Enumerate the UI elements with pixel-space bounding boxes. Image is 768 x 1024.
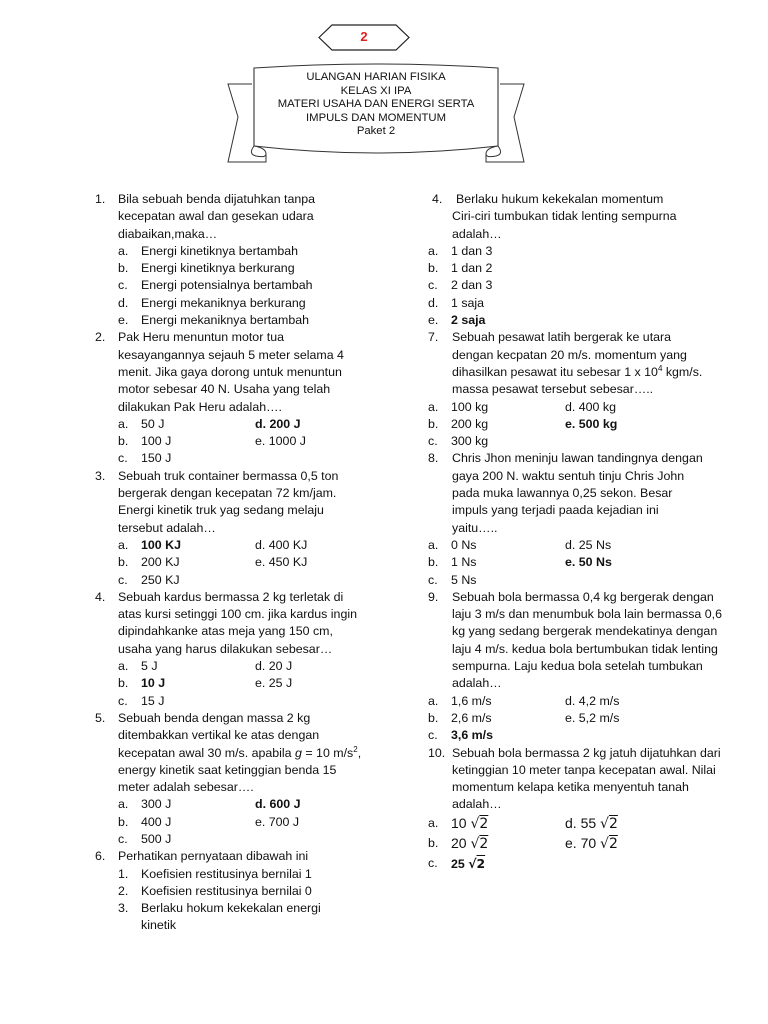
- title-banner: [226, 62, 526, 170]
- options-grid: [118, 416, 425, 468]
- option-d: d. 200 J: [255, 416, 301, 431]
- option: c. Energi potensialnya bertambah: [118, 278, 313, 293]
- question-6: [95, 848, 366, 865]
- option-b: b. 400 J: [118, 814, 172, 829]
- question-4: [95, 589, 366, 658]
- option-c: c. 500 J: [118, 831, 172, 846]
- option-d: d. 4,2 m/s: [565, 693, 620, 708]
- option-b: b. 2,6 m/s: [428, 710, 492, 725]
- right-column: [428, 191, 722, 874]
- option-e: e. 70 √2: [565, 834, 618, 852]
- question-number: 10.: [428, 745, 446, 760]
- option-e: e. 700 J: [255, 814, 300, 829]
- option-d: d. 600 J: [255, 797, 301, 812]
- option: b. 1 dan 2: [428, 261, 493, 276]
- banner-line-3: MATERI USAHA DAN ENERGI SERTA: [277, 98, 475, 111]
- option-d: d. 400 KJ: [255, 537, 308, 552]
- options-grid: [428, 814, 708, 874]
- question-text: Sebuah kardus bermassa 2 kg terletak di atas kursi setinggi 100 cm. jika kardus ingin dipindahkanke atas meja yang 150 cm, usaha yang harus dilakukan sebesar…: [118, 589, 357, 656]
- statement: 1. Koefisien restitusinya bernilai 1: [118, 866, 312, 881]
- page-number: 2: [360, 29, 368, 44]
- option-d: d. 20 J: [255, 659, 293, 674]
- options-grid: [428, 399, 708, 451]
- option-b: b. 100 J: [118, 434, 172, 449]
- question-number: 1.: [95, 192, 106, 206]
- option-b: b. 200 kg: [428, 416, 489, 431]
- question-number: 3.: [95, 468, 106, 483]
- option-c: c. 5 Ns: [428, 572, 477, 587]
- option-e: e. 1000 J: [255, 434, 306, 449]
- option-c: c. 25 √2: [428, 855, 486, 871]
- question-6-prompt: Ciri-ciri tumbukan tidak lenting sempurna adalah…: [452, 209, 677, 241]
- question-text: Sebuah bola bermassa 2 kg jatuh dijatuhkan dari ketinggian 10 meter tanpa kecepatan awal. Nilai momentum kelapa ketika menyentuh tanah adalah…: [452, 745, 721, 812]
- left-column: [95, 191, 425, 935]
- option-a: a. 1,6 m/s: [428, 693, 492, 708]
- option-e: e. 450 KJ: [255, 555, 308, 570]
- option-a: a. 100 kg: [428, 399, 489, 414]
- option-e: e. 500 kg: [565, 416, 618, 431]
- statement: 3. Berlaku hokum kekekalan energi kinetik: [118, 901, 321, 933]
- question-number: 7.: [428, 330, 439, 345]
- option-d: d. 25 Ns: [565, 537, 612, 552]
- question-3: [95, 468, 370, 537]
- option-c: c. 250 KJ: [118, 572, 180, 587]
- question-9: [428, 589, 724, 693]
- question-number: 8.: [428, 451, 439, 466]
- statement: 2. Koefisien restitusinya bernilai 0: [118, 883, 312, 898]
- question-text: Sebuah benda dengan massa 2 kg ditembakkan vertikal ke atas dengan kecepatan awal 30 m/s. apabila g = 10 $m/s^2$, energy kinetik saat ketinggian benda 15 meter adalah sebesar….: [118, 710, 362, 795]
- option-b: b. 10 J: [118, 676, 166, 691]
- question-text: Chris Jhon meninju lawan tandingnya dengan gaya 200 N. waktu sentuh tinju Chris John pada muka lawannya 0,25 sekon. Besar impuls yang terjadi paada kejadian ini yaitu…..: [452, 451, 703, 535]
- question-number: 5.: [95, 710, 106, 725]
- question-2: [95, 329, 366, 415]
- question-7: [428, 329, 704, 398]
- option: e. 2 saja: [428, 313, 486, 328]
- option-d: d. 400 kg: [565, 399, 616, 414]
- options-grid: [118, 658, 425, 710]
- option: b. Energi kinetiknya berkurang: [118, 261, 295, 276]
- question-text: Pak Heru menuntun motor tua kesayangannya sejauh 5 meter selama 4 menit. Jika gaya dorong untuk menuntun motor sebesar 40 N. Usaha yang telah dilakukan Pak Heru adalah….: [118, 330, 344, 414]
- option-a: a. 0 Ns: [428, 537, 477, 552]
- option: e. Energi mekaniknya bertambah: [118, 313, 310, 328]
- page-number-badge: [318, 24, 410, 51]
- option-a: a. 5 J: [118, 659, 158, 674]
- options-grid: [118, 796, 425, 848]
- question-text: Sebuah bola bermassa 0,4 kg bergerak dengan laju 3 m/s dan menumbuk bola lain bermassa 0,6 kg yang sedang bergerak mendekatinya dengan laju 4 m/s. kedua bola bertumbukan tidak lenting sempurna. Laju kedua bola setelah tumbukan adalah…: [452, 589, 722, 691]
- question-10: [428, 745, 722, 814]
- banner-line-5: Paket 2: [356, 125, 396, 138]
- question-text: Sebuah pesawat latih bergerak ke utara dengan kecpatan 20 m/s. momentum yang dihasilkan pesawat itu sebesar 1 x $10^4$ kgm/s. massa pesawat tersebut sebesar…..: [452, 330, 703, 397]
- banner-line-1: ULANGAN HARIAN FISIKA: [306, 71, 446, 83]
- banner-text: [254, 71, 498, 139]
- question-number: 4.: [95, 589, 106, 604]
- question-text: Perhatikan pernyataan dibawah ini: [118, 849, 309, 864]
- option-e: e. 50 Ns: [565, 555, 612, 570]
- options-grid: [428, 693, 708, 745]
- options-grid: [428, 537, 708, 589]
- banner-line-2: KELAS XI IPA: [340, 84, 412, 97]
- option: d. Energi mekaniknya berkurang: [118, 295, 306, 310]
- option-a: a. 10 √2: [428, 814, 489, 832]
- options-grid: [118, 537, 425, 589]
- option-d: d. 55 √2: [565, 814, 618, 832]
- question-text: Bila sebuah benda dijatuhkan tanpa kecepatan awal dan gesekan udara diabaikan,maka…: [118, 192, 316, 241]
- question-1: [95, 191, 348, 243]
- option: d. 1 saja: [428, 295, 485, 310]
- option: a. 1 dan 3: [428, 243, 493, 258]
- option-b: b. 20 √2: [428, 834, 489, 852]
- question-8: [428, 450, 704, 536]
- option-a: a. 300 J: [118, 797, 172, 812]
- question-number: 2.: [95, 330, 106, 345]
- option-b: b. 1 Ns: [428, 555, 477, 570]
- statement: 4. Berlaku hukum kekekalan momentum: [432, 192, 664, 206]
- option-a: a. 50 J: [118, 416, 165, 431]
- option-b: b. 200 KJ: [118, 555, 180, 570]
- option-e: e. 25 J: [255, 676, 293, 691]
- option: a. Energi kinetiknya bertambah: [118, 243, 299, 258]
- option-a: a. 100 KJ: [118, 537, 181, 552]
- question-number: 9.: [428, 589, 439, 604]
- option: c. 2 dan 3: [428, 278, 493, 293]
- question-text: Sebuah truk container bermassa 0,5 ton bergerak dengan kecepatan 72 km/jam. Energi kinetik truk yag sedang melaju tersebut adalah…: [118, 468, 339, 535]
- option-c: c. 150 J: [118, 451, 172, 466]
- option-c: c. 15 J: [118, 693, 165, 708]
- question-number: 6.: [95, 849, 106, 864]
- question-5: [95, 710, 366, 796]
- banner-line-4: IMPULS DAN MOMENTUM: [306, 111, 446, 124]
- option-c: c. 300 kg: [428, 434, 489, 449]
- option-c: c. 3,6 m/s: [428, 728, 494, 743]
- option-e: e. 5,2 m/s: [565, 710, 620, 725]
